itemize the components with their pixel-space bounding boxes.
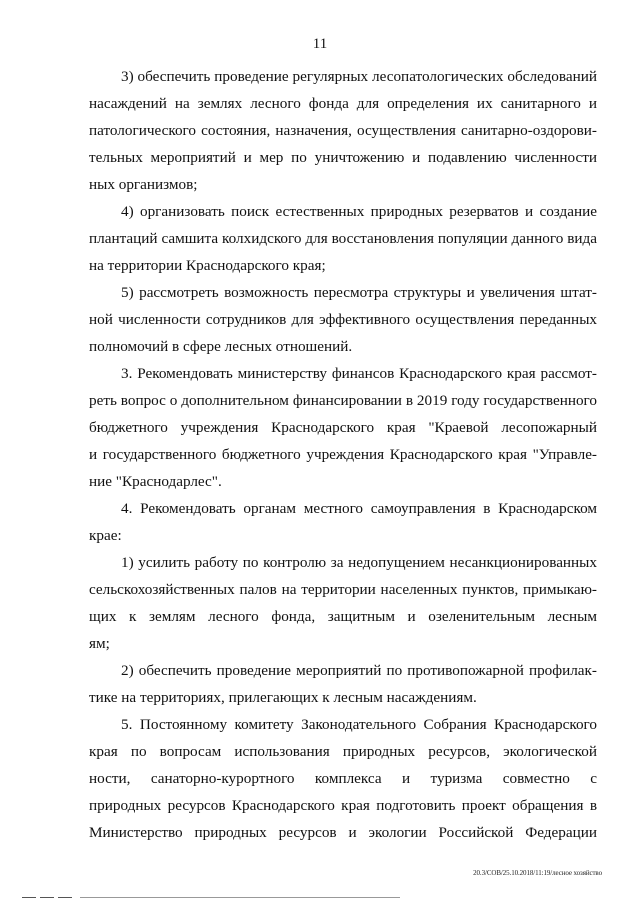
text-line: края по вопросам использования природных ресурсов, экологической	[89, 743, 597, 760]
text-line: ние "Краснодарлес".	[89, 473, 222, 490]
text-line: патологического состояния, назначения, осуществления санитарно-оздорови-	[89, 122, 597, 139]
text-line: 4) организовать поиск естественных природных резерватов и создание	[121, 203, 597, 220]
text-line: ной численности сотрудников для эффективного осуществления переданных	[89, 311, 597, 328]
text-line: 5) рассмотреть возможность пересмотра структуры и увеличения штат-	[121, 284, 597, 301]
text-line: ных организмов;	[89, 176, 198, 193]
text-line: бюджетного учреждения Краснодарского края "Краевой лесопожарный	[89, 419, 597, 436]
text-line: ям;	[89, 635, 110, 652]
text-line: 4. Рекомендовать органам местного самоуправления в Краснодарском	[121, 500, 597, 517]
text-line: и государственного бюджетного учреждения Краснодарского края "Управле-	[89, 446, 597, 463]
text-line: сельскохозяйственных палов на территории населенных пунктов, примыкаю-	[89, 581, 597, 598]
text-line: щих к землям лесного фонда, защитным и озеленительным лесным	[89, 608, 597, 625]
text-line: реть вопрос о дополнительном финансировании в 2019 году государственного	[89, 392, 597, 409]
footer-document-code: 20.3/СОВ/25.10.2018/11:19/лесное хозяйство	[473, 869, 602, 877]
text-line: полномочий в сфере лесных отношений.	[89, 338, 353, 355]
text-line: природных ресурсов Краснодарского края подготовить проект обращения в	[89, 797, 597, 814]
text-line: тельных мероприятий и мер по уничтожению и подавлению численности	[89, 149, 597, 166]
text-line: плантаций самшита колхидского для восстановления популяции данного вида	[89, 230, 597, 247]
footer-divider	[22, 897, 36, 898]
text-line: тике на территориях, прилегающих к лесным насаждениям.	[89, 689, 477, 706]
text-line: Министерство природных ресурсов и экологии Российской Федерации	[89, 824, 597, 841]
text-line: 2) обеспечить проведение мероприятий по противопожарной профилак-	[121, 662, 597, 679]
text-line: 5. Постоянному комитету Законодательного Собрания Краснодарского	[121, 716, 597, 733]
text-line: 3. Рекомендовать министерству финансов Краснодарского края рассмот-	[121, 365, 597, 382]
footer-divider	[80, 897, 400, 898]
text-line: на территории Краснодарского края;	[89, 257, 326, 274]
text-line: 3) обеспечить проведение регулярных лесопатологических обследований	[121, 68, 597, 85]
text-line: ности, санаторно-курортного комплекса и туризма совместно с	[89, 770, 597, 787]
text-line: насаждений на землях лесного фонда для определения их санитарного и	[89, 95, 597, 112]
text-line: крае:	[89, 527, 122, 544]
page-number: 11	[312, 36, 328, 52]
text-line: 1) усилить работу по контролю за недопущением несанкционированных	[121, 554, 597, 571]
footer-divider	[40, 897, 54, 898]
footer-divider	[58, 897, 72, 898]
